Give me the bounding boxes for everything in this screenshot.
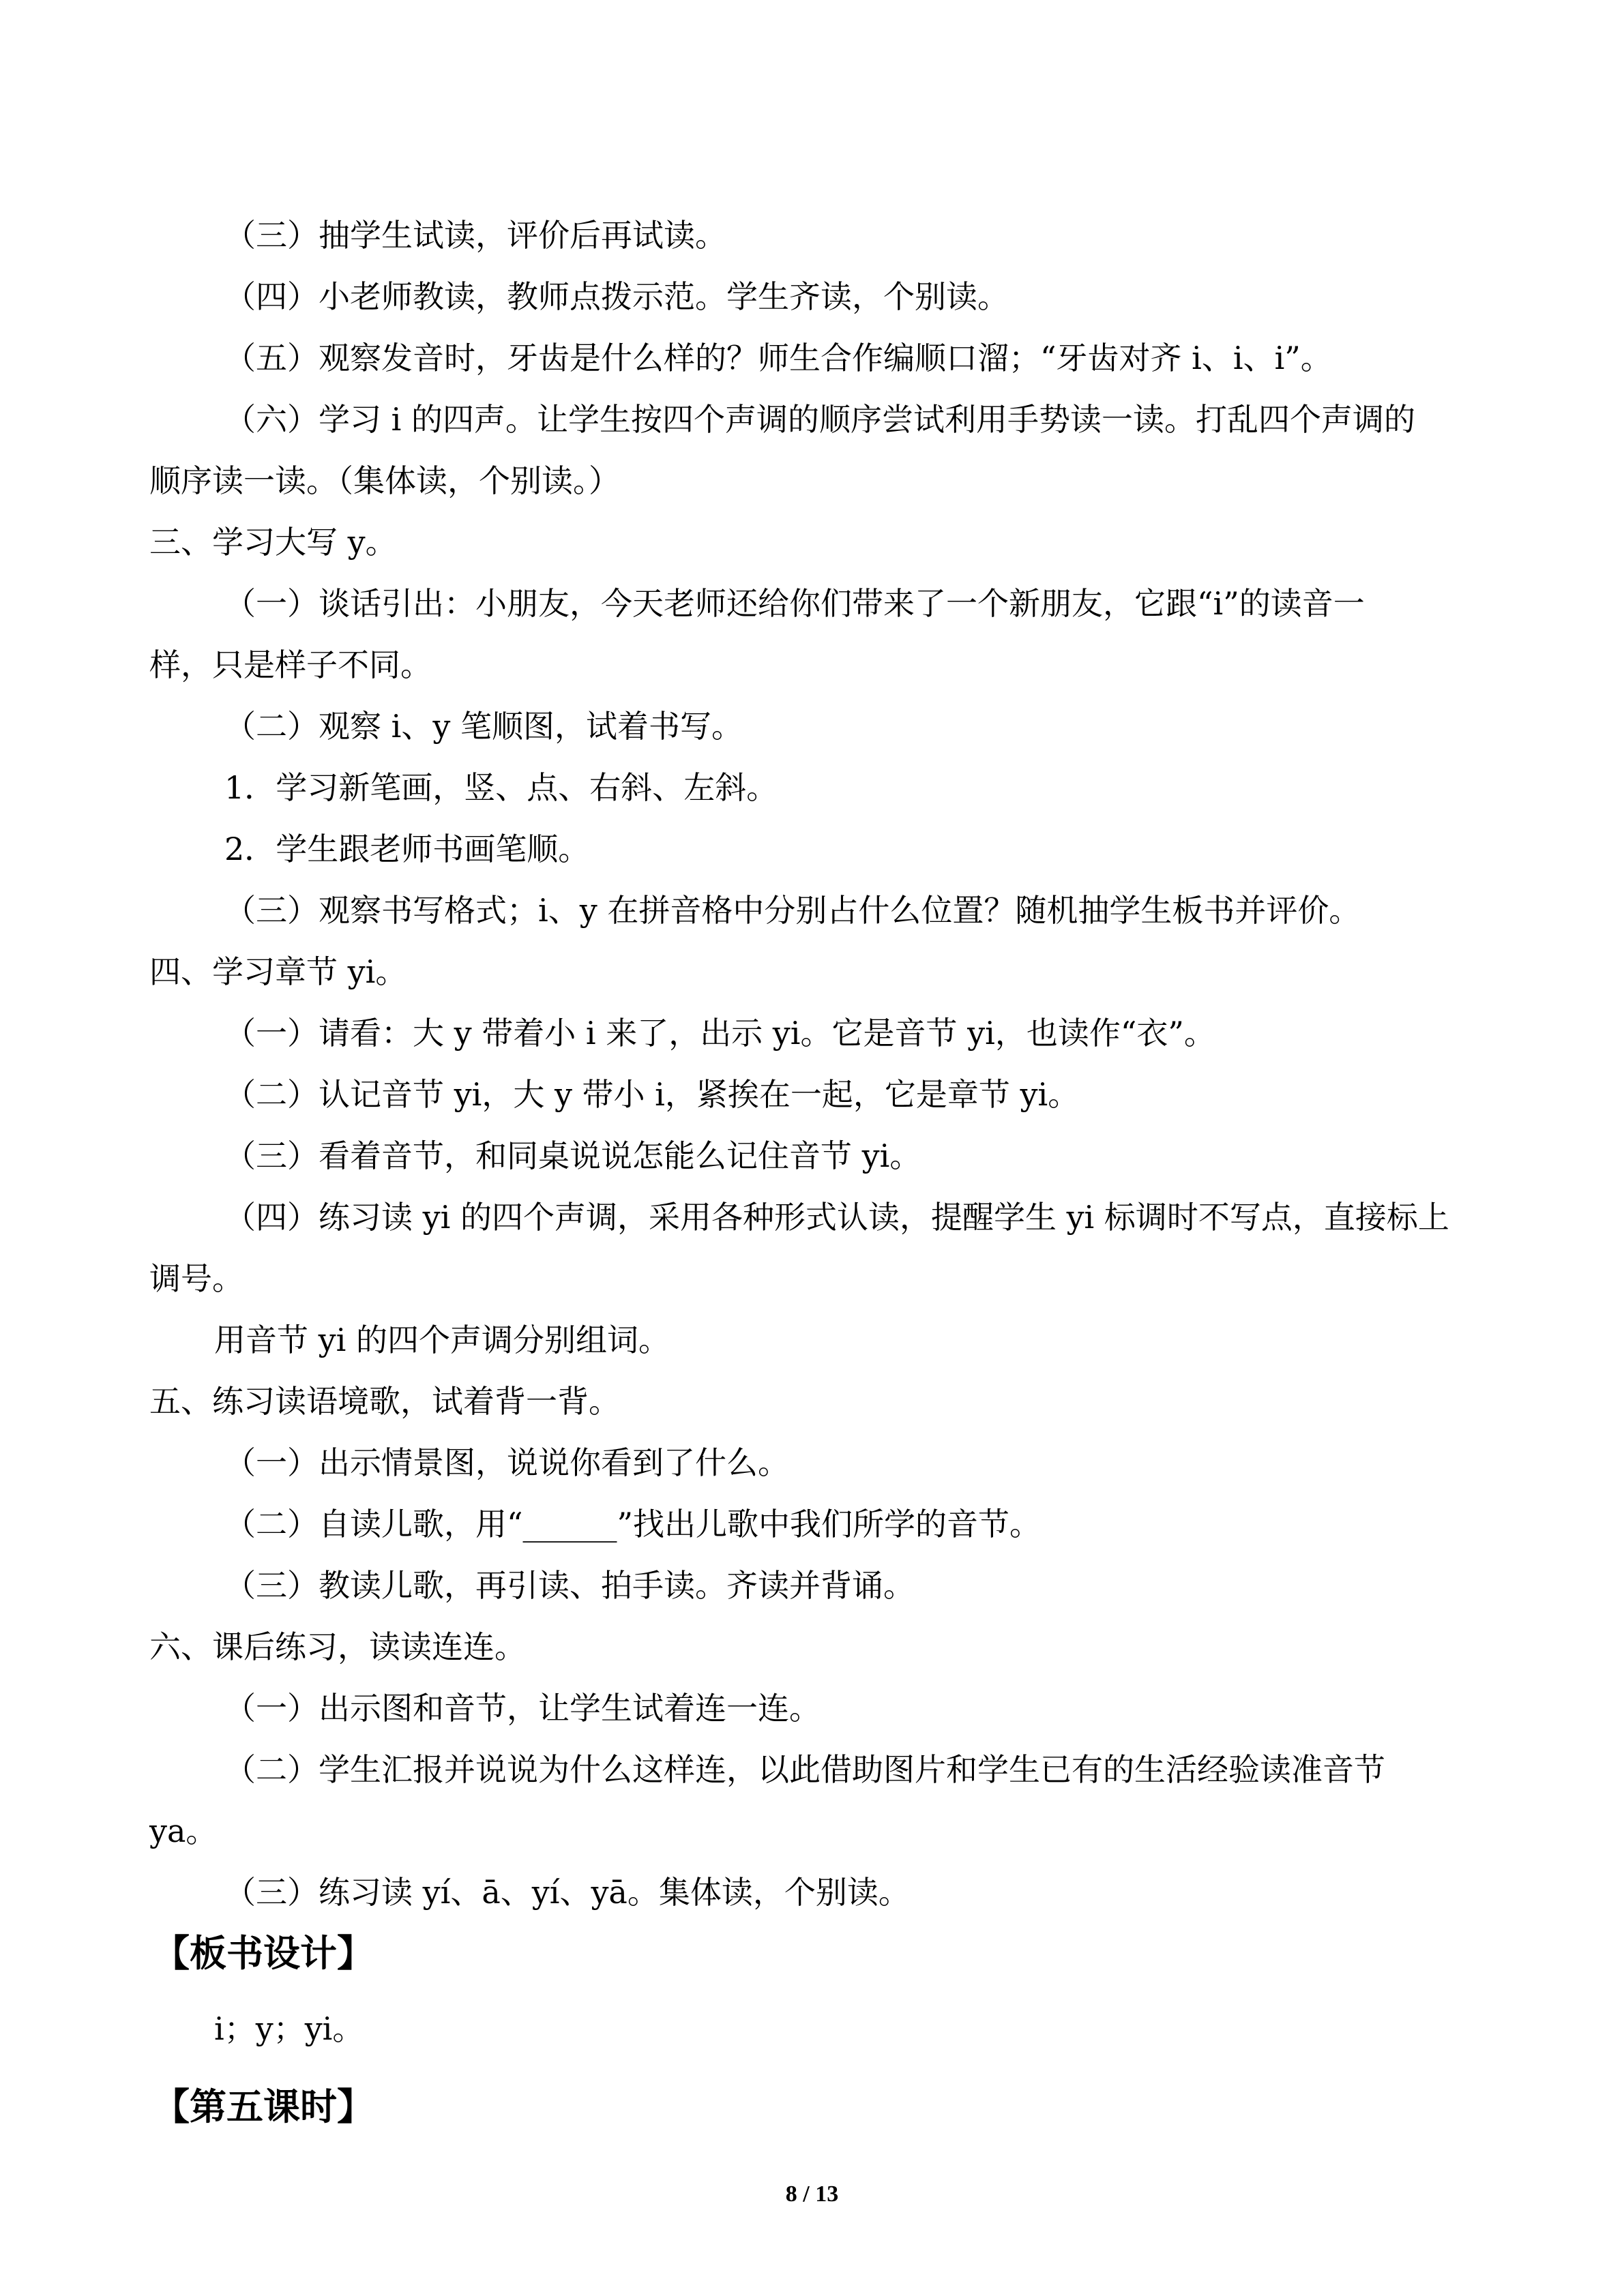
text-line: 2．学生跟老师书画笔顺。 [224, 831, 590, 867]
text-line: 1．学习新笔画，竖、点、右斜、左斜。 [224, 769, 778, 806]
text-line: （二）观察 i、y 笔顺图，试着书写。 [224, 708, 743, 745]
text-line: （三）观察书写格式；i、y 在拼音格中分别占什么位置？随机抽学生板书并评价。 [224, 892, 1361, 929]
text-line: （一）请看：大 y 带着小 i 来了，出示 yi。它是音节 yi，也读作“衣”。 [224, 1015, 1215, 1052]
text-line: 调号。 [149, 1260, 243, 1297]
text-line: （三）练习读 yí、ā、yí、yā。集体读，个别读。 [224, 1874, 910, 1911]
text-line: （三）教读儿歌，再引读、拍手读。齐读并背诵。 [224, 1567, 915, 1604]
board-design-content: i；y；yi。 [214, 2010, 364, 2047]
text-line: 用音节 yi 的四个声调分别组词。 [214, 1322, 670, 1358]
page-number: 8 / 13 [785, 2181, 839, 2207]
text-line: 顺序读一读。（集体读，个别读。） [149, 462, 620, 499]
text-line: 样，只是样子不同。 [149, 646, 432, 683]
text-line: （六）学习 i 的四声。让学生按四个声调的顺序尝试利用手势读一读。打乱四个声调的 [224, 401, 1415, 438]
section-line: 三、学习大写 y。 [149, 524, 397, 561]
text-line: （一）出示情景图，说说你看到了什么。 [224, 1444, 789, 1481]
section-line: 六、课后练习，读读连连。 [149, 1628, 526, 1665]
section-line: 四、学习章节 yi。 [149, 953, 407, 990]
text-line: （一）出示图和音节，让学生试着连一连。 [224, 1690, 821, 1727]
text-line: （二）认记音节 yi，大 y 带小 i，紧挨在一起，它是章节 yi。 [224, 1076, 1080, 1113]
text-line: （四）小老师教读，教师点拨示范。学生齐读，个别读。 [224, 278, 1009, 315]
text-line: （二）自读儿歌，用“______”找出儿歌中我们所学的音节。 [224, 1506, 1042, 1542]
text-line: （三）看着音节，和同桌说说怎能么记住音节 yi。 [224, 1137, 921, 1174]
text-line: （四）练习读 yi 的四个声调，采用各种形式认读，提醒学生 yi 标调时不写点，直接标上 [224, 1199, 1449, 1236]
text-line: （五）观察发音时，牙齿是什么样的？师生合作编顺口溜；“牙齿对齐 i、i、i”。 [224, 340, 1332, 376]
text-line: ya。 [149, 1813, 218, 1849]
text-line: （二）学生汇报并说说为什么这样连，以此借助图片和学生已有的生活经验读准音节 [224, 1751, 1385, 1788]
next-lesson-heading: 【第五课时】 [153, 2085, 374, 2128]
board-design-heading: 【板书设计】 [153, 1931, 374, 1975]
text-line: （三）抽学生试读，评价后再试读。 [224, 217, 726, 254]
section-line: 五、练习读语境歌，试着背一背。 [149, 1383, 620, 1420]
text-line: （一）谈话引出：小朋友，今天老师还给你们带来了一个新朋友，它跟“i”的读音一 [224, 585, 1365, 622]
